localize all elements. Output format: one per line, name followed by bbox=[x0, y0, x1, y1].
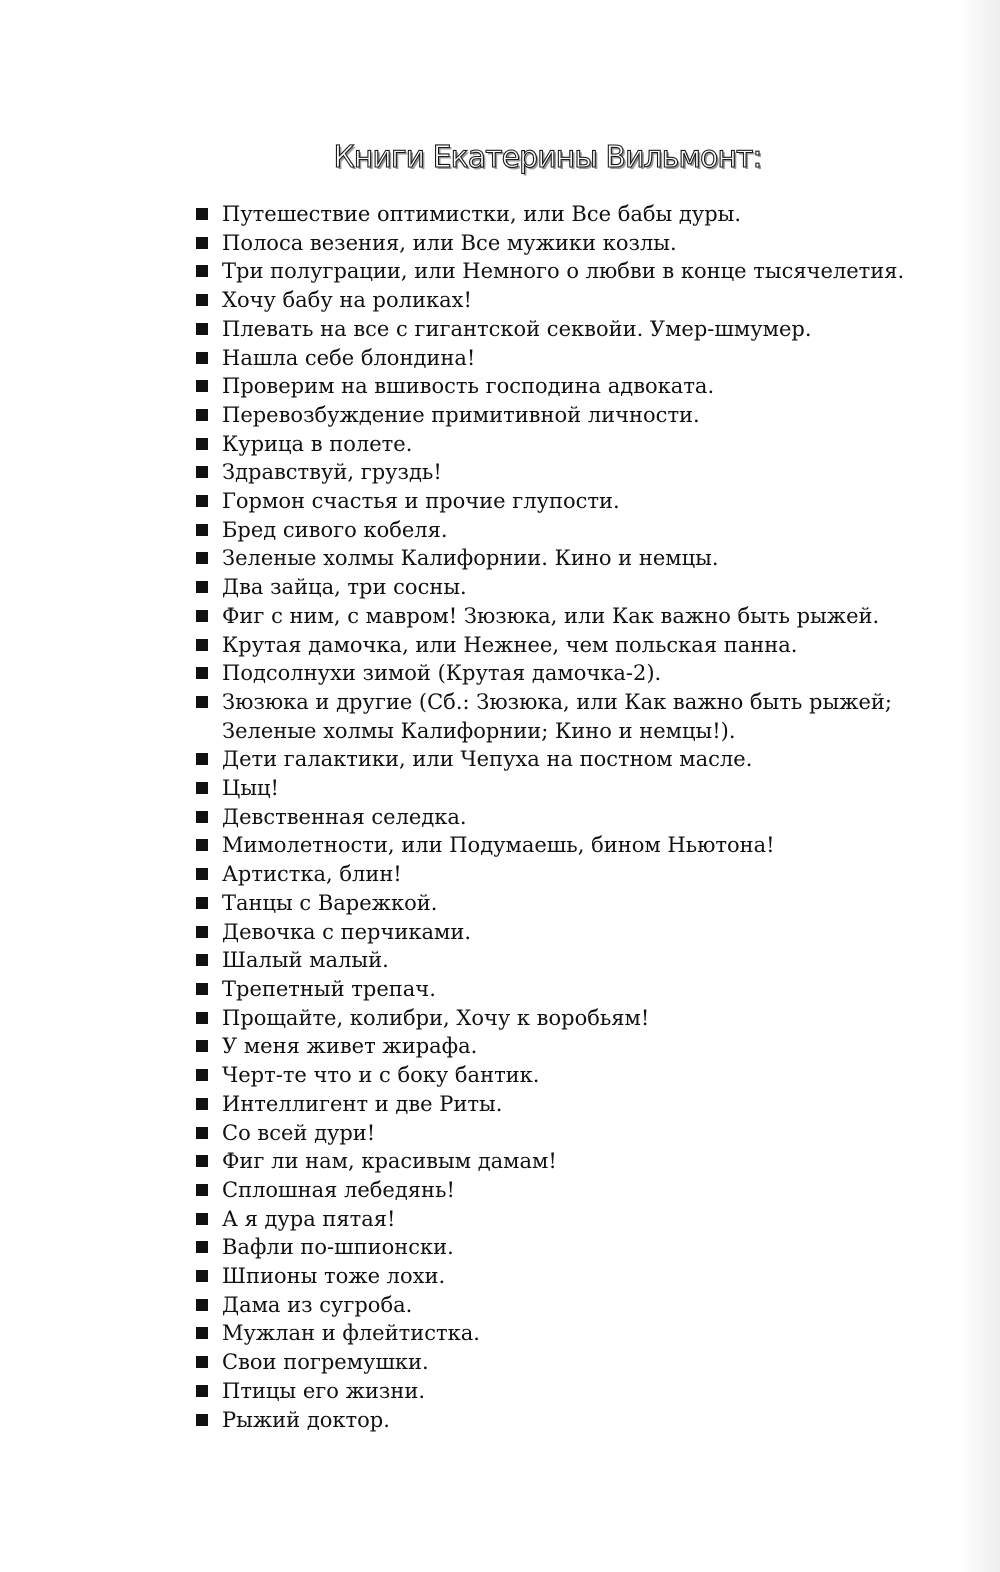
bullet-square-icon bbox=[196, 1127, 208, 1139]
book-title: Танцы с Варежкой. bbox=[222, 890, 438, 915]
book-title: Рыжий доктор. bbox=[222, 1407, 390, 1432]
book-title: А я дура пятая! bbox=[222, 1206, 396, 1231]
book-title: Интеллигент и две Риты. bbox=[222, 1091, 503, 1116]
list-item bbox=[194, 1176, 924, 1205]
book-title: Три полуграции, или Немного о любви в конце тысячелетия. bbox=[222, 259, 905, 284]
book-title: Два зайца, три сосны. bbox=[222, 575, 467, 600]
list-item bbox=[194, 315, 924, 344]
list-item bbox=[194, 573, 924, 602]
page-edge-shade bbox=[960, 0, 1000, 1572]
bullet-square-icon bbox=[196, 696, 208, 708]
bullet-square-icon bbox=[196, 753, 208, 765]
list-item bbox=[194, 918, 924, 947]
list-item bbox=[194, 1004, 924, 1033]
list-item bbox=[194, 200, 924, 229]
list-item bbox=[194, 229, 924, 258]
book-title: Нашла себе блондина! bbox=[222, 345, 476, 370]
bullet-square-icon bbox=[196, 380, 208, 392]
bullet-square-icon bbox=[196, 466, 208, 478]
book-title: Прощайте, колибри, Хочу к воробьям! bbox=[222, 1005, 650, 1030]
list-item bbox=[194, 1377, 924, 1406]
book-title: Полоса везения, или Все мужики козлы. bbox=[222, 230, 677, 255]
book-title: Фиг ли нам, красивым дамам! bbox=[222, 1149, 557, 1174]
book-title: Шпионы тоже лохи. bbox=[222, 1264, 446, 1289]
list-item bbox=[194, 946, 924, 975]
book-title: Цыц! bbox=[222, 776, 279, 801]
bullet-square-icon bbox=[196, 1327, 208, 1339]
bullet-square-icon bbox=[196, 552, 208, 564]
bullet-square-icon bbox=[196, 811, 208, 823]
list-item bbox=[194, 1319, 924, 1348]
book-title: Девственная селедка. bbox=[222, 804, 467, 829]
list-item bbox=[194, 1061, 924, 1090]
bullet-square-icon bbox=[196, 983, 208, 995]
bullet-square-icon bbox=[196, 1270, 208, 1282]
list-item bbox=[194, 602, 924, 631]
bullet-square-icon bbox=[196, 639, 208, 651]
bullet-square-icon bbox=[196, 897, 208, 909]
bullet-square-icon bbox=[196, 1241, 208, 1253]
book-title: У меня живет жирафа. bbox=[222, 1034, 478, 1059]
book-title: Дети галактики, или Чепуха на постном масле. bbox=[222, 747, 753, 772]
list-item bbox=[194, 1348, 924, 1377]
book-title: Хочу бабу на роликах! bbox=[222, 288, 472, 313]
list-item bbox=[194, 430, 924, 459]
bullet-square-icon bbox=[196, 1040, 208, 1052]
bullet-square-icon bbox=[196, 208, 208, 220]
bullet-square-icon bbox=[196, 1213, 208, 1225]
book-title: Со всей дури! bbox=[222, 1120, 376, 1145]
list-item bbox=[194, 1262, 924, 1291]
bullet-square-icon bbox=[196, 265, 208, 277]
bullet-square-icon bbox=[196, 1155, 208, 1167]
book-title: Сплошная лебедянь! bbox=[222, 1177, 455, 1202]
list-item bbox=[194, 659, 924, 688]
list-item bbox=[194, 889, 924, 918]
list-item bbox=[194, 1291, 924, 1320]
bullet-square-icon bbox=[196, 1414, 208, 1426]
bullet-square-icon bbox=[196, 610, 208, 622]
list-item bbox=[194, 458, 924, 487]
book-title: Птицы его жизни. bbox=[222, 1378, 426, 1403]
bullet-square-icon bbox=[196, 1184, 208, 1196]
list-item bbox=[194, 1090, 924, 1119]
bullet-square-icon bbox=[196, 868, 208, 880]
list-item bbox=[194, 803, 924, 832]
list-item bbox=[194, 516, 924, 545]
bullet-square-icon bbox=[196, 352, 208, 364]
list-item bbox=[194, 688, 924, 745]
book-title: Фиг с ним, с мавром! Зюзюка, или Как важно быть рыжей. bbox=[222, 603, 880, 628]
book-title: Путешествие оптимистки, или Все бабы дуры. bbox=[222, 202, 742, 226]
book-title: Трепетный трепач. bbox=[222, 976, 436, 1001]
bullet-square-icon bbox=[196, 495, 208, 507]
book-title: Мужлан и флейтистка. bbox=[222, 1321, 480, 1346]
list-item bbox=[194, 774, 924, 803]
list-item bbox=[194, 1032, 924, 1061]
book-title: Здравствуй, груздь! bbox=[222, 460, 442, 485]
bullet-square-icon bbox=[196, 839, 208, 851]
list-item bbox=[194, 975, 924, 1004]
list-item bbox=[194, 860, 924, 889]
bullet-square-icon bbox=[196, 1012, 208, 1024]
book-title: Дама из сугроба. bbox=[222, 1292, 413, 1317]
book-title: Артистка, блин! bbox=[222, 862, 402, 887]
list-item bbox=[194, 544, 924, 573]
book-title: Гормон счастья и прочие глупости. bbox=[222, 489, 620, 514]
book-title: Крутая дамочка, или Нежнее, чем польская панна. bbox=[222, 632, 798, 657]
book-list bbox=[194, 200, 924, 1434]
book-title: Плевать на все с гигантской секвойи. Умер-шмумер. bbox=[222, 316, 812, 341]
book-title: Мимолетности, или Подумаешь, бином Ньютона! bbox=[222, 833, 775, 858]
book-title: Перевозбуждение примитивной личности. bbox=[222, 402, 700, 427]
list-item bbox=[194, 1205, 924, 1234]
bullet-square-icon bbox=[196, 926, 208, 938]
book-title: Шалый малый. bbox=[222, 948, 389, 973]
bullet-square-icon bbox=[196, 1385, 208, 1397]
list-item bbox=[194, 487, 924, 516]
bullet-square-icon bbox=[196, 1299, 208, 1311]
book-title: Зюзюка и другие (Сб.: Зюзюка, или Как важно быть рыжей; Зеленые холмы Калифорнии; Кино и немцы!). bbox=[222, 689, 892, 743]
book-title: Бред сивого кобеля. bbox=[222, 517, 448, 542]
list-item bbox=[194, 401, 924, 430]
list-item bbox=[194, 1233, 924, 1262]
bullet-square-icon bbox=[196, 438, 208, 450]
book-title: Девочка с перчиками. bbox=[222, 919, 472, 944]
book-title: Зеленые холмы Калифорнии. Кино и немцы. bbox=[222, 546, 719, 571]
book-title: Курица в полете. bbox=[222, 431, 413, 456]
bullet-square-icon bbox=[196, 667, 208, 679]
book-title: Проверим на вшивость господина адвоката. bbox=[222, 374, 715, 399]
book-title: Черт-те что и с боку бантик. bbox=[222, 1063, 540, 1088]
bullet-square-icon bbox=[196, 1069, 208, 1081]
list-item bbox=[194, 831, 924, 860]
book-title: Вафли по-шпионски. bbox=[222, 1235, 454, 1260]
book-title: Свои погремушки. bbox=[222, 1350, 429, 1375]
list-item bbox=[194, 372, 924, 401]
bullet-square-icon bbox=[196, 409, 208, 421]
list-item bbox=[194, 1406, 924, 1435]
bullet-square-icon bbox=[196, 237, 208, 249]
list-item bbox=[194, 745, 924, 774]
bullet-square-icon bbox=[196, 954, 208, 966]
list-item bbox=[194, 1119, 924, 1148]
list-item bbox=[194, 631, 924, 660]
bullet-square-icon bbox=[196, 581, 208, 593]
bullet-square-icon bbox=[196, 323, 208, 335]
book-title: Подсолнухи зимой (Крутая дамочка-2). bbox=[222, 661, 662, 686]
bullet-square-icon bbox=[196, 1098, 208, 1110]
bullet-square-icon bbox=[196, 1356, 208, 1368]
bullet-square-icon bbox=[196, 524, 208, 536]
bullet-square-icon bbox=[196, 782, 208, 794]
list-item bbox=[194, 257, 924, 286]
page-title: Книги Екатерины Вильмонт: bbox=[333, 140, 762, 175]
list-item bbox=[194, 344, 924, 373]
list-item bbox=[194, 1147, 924, 1176]
list-item bbox=[194, 286, 924, 315]
bullet-square-icon bbox=[196, 294, 208, 306]
